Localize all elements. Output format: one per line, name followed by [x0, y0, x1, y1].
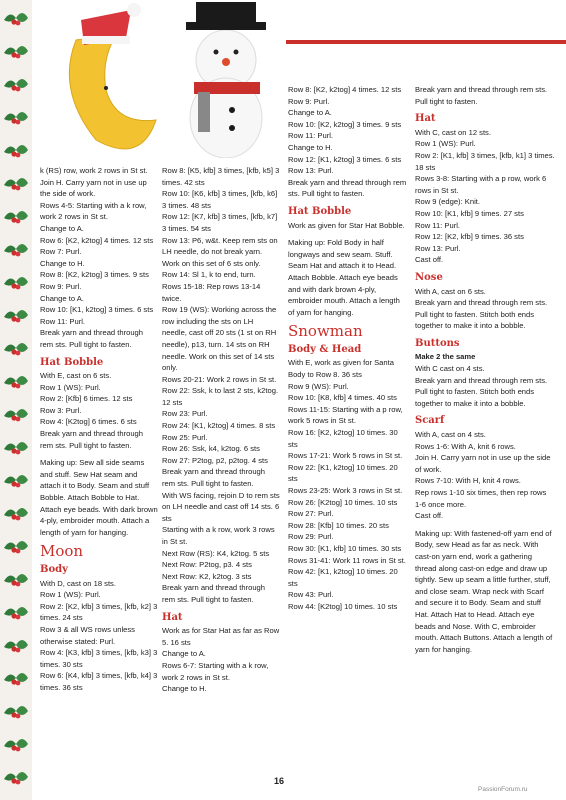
text-line: Row 14: Sl 1, k to end, turn. — [162, 270, 256, 280]
text-line: Break yarn and thread through rem sts. Pull tight to fasten. — [415, 85, 548, 106]
text-line: Row 11: Purl. — [415, 220, 461, 230]
holly-sprig-icon — [2, 173, 30, 195]
moon-and-snowman-illustration — [36, 0, 286, 158]
text-line: Row 9 (edge): Knit. — [415, 197, 480, 207]
text-line: Break yarn and thread through rem sts. Pull tight to fasten. — [162, 467, 266, 489]
text-line: Row 10: [K1, k2tog] 3 times. 6 sts — [40, 305, 154, 315]
text-line: Rows 3-8: Starting with a p row, work 6 rows in St st. — [415, 174, 547, 195]
text-line: Make 2 the same — [415, 352, 476, 362]
text-line: Rows 4-5: Starting with a k row, work 2 rows in St st. — [40, 200, 147, 222]
holly-sprig-icon — [2, 602, 30, 624]
pattern-title: Snowman — [288, 322, 363, 341]
text-line: k (RS) row, work 2 rows in St st. — [40, 166, 148, 175]
text-line: With C, cast on 12 sts. — [415, 127, 491, 137]
text-line: Row 8: [K2, k2tog] 3 times. 9 sts — [40, 270, 149, 280]
section-heading: Nose — [415, 271, 443, 283]
text-line: Row 24: [K1, k2tog] 4 times. 8 sts — [162, 421, 276, 431]
text-line: Cast off. — [415, 255, 444, 265]
text-line: Row 2: [Kfb] 6 times. 12 sts — [40, 394, 133, 404]
section-heading: Buttons — [415, 337, 460, 349]
text-line: Change to A. — [40, 293, 84, 303]
text-line: Rows 11-15: Starting with a p row, work 5 rows in St st. — [288, 404, 403, 426]
text-line: Row 6: [K2, k2tog] 4 times. 12 sts — [40, 235, 154, 245]
text-line: Rows 23-25: Work 3 rows in St st. — [288, 486, 403, 495]
page-number: 16 — [274, 776, 285, 786]
text-line: Row 1 (WS): Purl. — [40, 590, 101, 600]
text-line: Row 13: Purl. — [288, 166, 334, 176]
text-line: Row 44: [K2tog] 10 times. 10 sts — [288, 601, 398, 611]
text-line: Row 12: [K2, kfb] 9 times. 36 sts — [415, 232, 524, 242]
text-line: Row 4: [K3, kfb] 3 times, [kfb, k3] 3 times. 30 sts — [40, 648, 158, 669]
text-line: Row 3: Purl. — [40, 405, 82, 415]
section-heading: Body — [40, 564, 68, 575]
holly-sprig-icon — [2, 536, 30, 558]
text-line: With A, cast on 4 sts. — [415, 430, 486, 440]
holly-sprig-icon — [2, 404, 30, 426]
text-line: Rows 20-21: Work 2 rows in St st. — [162, 374, 277, 384]
holly-sprig-icon — [2, 767, 30, 789]
holly-sprig-icon — [2, 635, 30, 657]
holly-sprig-icon — [2, 437, 30, 459]
section-heading: Body & Head — [288, 343, 362, 355]
text-line: Change to H. — [40, 258, 85, 268]
holly-sprig-icon — [2, 8, 30, 30]
text-line: Row 23: Purl. — [162, 409, 208, 419]
text-line: Row 25: Purl. — [162, 432, 208, 442]
text-line: Row 8: [K2, k2tog] 4 times. 12 sts — [288, 85, 402, 94]
holly-sprig-icon — [2, 668, 30, 690]
text-line: Row 1 (WS): Purl. — [415, 139, 476, 149]
text-line: Break yarn and thread through rem sts. Pull tight to fasten. Stitch both ends together to make it into a bobble. — [415, 375, 548, 408]
text-line: Rows 17-21: Work 5 rows in St st. — [288, 451, 403, 461]
text-line: Row 22: Ssk, k to last 2 sts, k2tog. 12 sts — [162, 386, 279, 407]
section-heading: Hat — [162, 611, 183, 623]
making-up-text: Making up: Sew all side seams and stuff. Sew Hat seam and attach it to Body. Seam and stuff Bobble. Attach Bobble to Hat. Attach eye beads. With dark brown 4-ply, embroider mouth. Attach a length of yarn for hanging. — [40, 458, 158, 537]
text-line: Row 26: [K2tog] 10 times. 10 sts — [288, 497, 398, 507]
text-line: With C cast on 4 sts. — [415, 364, 485, 374]
making-up-text: Making up: With fastened-off yarn end of Body, sew Head as far as neck. With cast-on yarn end, work a gathering thread along cast-on edge and draw up tightly. Sew up seam a little further, stuff, and close seam. Wrap neck with Scarf and secure it to Body. Seam and stuff Hat. Attach Hat to Head. Attach eye beads and Nose. With C, embroider mouth. Attach Buttons. Attach a length of yarn for hanging. — [415, 528, 553, 654]
text-line: Cast off. — [415, 511, 444, 521]
text-line: Row 10: [K6, kfb] 3 times, [kfb, k6] 3 times. 48 sts — [162, 189, 278, 210]
text-line: Row 10: [K2, k2tog] 3 times. 9 sts — [288, 119, 402, 129]
footer-watermark: PassionForum.ru — [478, 786, 528, 793]
text-line: Row 9 (WS): Purl. — [288, 381, 349, 391]
section-heading: Scarf — [415, 415, 445, 427]
holly-sprig-icon — [2, 503, 30, 525]
text-line: Row 13: P6, w&t. Keep rem sts on LH needle, do not break yarn. Work on this set of 6 sts only. — [162, 235, 278, 268]
holly-sprig-icon — [2, 239, 30, 261]
text-line: Row 22: [K1, k2tog] 10 times. 20 sts — [288, 462, 398, 484]
column-2 — [162, 165, 280, 695]
section-heading: Hat Bobble — [288, 205, 352, 217]
text-line: Change to H. — [288, 142, 333, 152]
text-line: Row 2: [K2, kfb] 3 times, [kfb, k2] 3 times. 24 sts — [40, 601, 158, 623]
text-line: Row 42: [K1, k2tog] 10 times. 20 sts — [288, 567, 398, 588]
text-line: Row 9: Purl. — [288, 96, 330, 106]
text-line: Break yarn and thread through rem sts. Pull tight to fasten. — [40, 328, 144, 349]
holly-sprig-icon — [2, 338, 30, 360]
text-line: Join H. Carry yarn not in use up the side of work. — [415, 453, 551, 474]
text-line: Row 8: [K5, kfb] 3 times, [kfb, k5] 3 times. 42 sts — [162, 166, 280, 187]
text-line: Row 27: P2tog, p2, p2tog. 4 sts — [162, 455, 268, 465]
text-line: Change to H. — [162, 684, 207, 694]
holly-sprig-icon — [2, 701, 30, 723]
text-line: Row 11: Purl. — [288, 131, 334, 141]
holly-sprig-icon — [2, 41, 30, 63]
holly-sprig-icon — [2, 305, 30, 327]
column-1 — [40, 165, 158, 694]
text-line: Break yarn and thread through rem sts. Pull tight to fasten. Stitch both ends together to make it into a bobble. — [415, 298, 548, 331]
text-line: Rows 31-41: Work 11 rows in St st. — [288, 555, 406, 565]
text-line: Break yarn and thread through rem sts. Pull tight to fasten. — [162, 583, 266, 604]
holly-sprig-icon — [2, 371, 30, 393]
text-line: Row 9: Purl. — [40, 281, 82, 291]
toy-photo — [36, 0, 286, 158]
text-line: Row 2: [K1, kfb] 3 times, [kfb, k1] 3 times. 18 sts — [415, 150, 555, 172]
text-line: Row 29: Purl. — [288, 532, 334, 542]
text-line: Next Row: P2tog, p3. 4 sts — [162, 560, 252, 570]
holly-sprig-icon — [2, 470, 30, 492]
section-heading: Hat — [415, 113, 436, 125]
text-line: Row 6: [K4, kfb] 3 times, [kfb, k4] 3 times. 36 sts — [40, 671, 158, 692]
text-line: Rows 1-6: With A, knit 6 rows. — [415, 441, 516, 451]
text-line: With E, work as given for Santa Body to Row 8. 36 sts — [288, 358, 394, 380]
holly-sprig-icon — [2, 140, 30, 162]
column-4 — [415, 84, 555, 655]
text-line: Rep rows 1-10 six times, then rep rows 1-6 once more. — [415, 488, 547, 509]
text-line: With A, cast on 6 sts. — [415, 286, 486, 296]
text-line: With D, cast on 18 sts. — [40, 578, 116, 588]
text-line: Row 4: [K2tog] 6 times. 6 sts — [40, 417, 137, 427]
text-line: Next Row: K2, k2tog. 3 sts — [162, 571, 252, 581]
text-line: Row 7: Purl. — [40, 247, 82, 257]
holly-border — [0, 0, 32, 800]
text-line: With WS facing, rejoin D to rem sts on LH needle and cast off 14 sts. 6 sts — [162, 490, 280, 523]
holly-sprig-icon — [2, 569, 30, 591]
text-line: Next Row (RS): K4, k2tog. 5 sts — [162, 548, 270, 558]
text-line: Row 10: [K8, kfb] 4 times. 40 sts — [288, 393, 397, 403]
holly-sprig-icon — [2, 107, 30, 129]
text-line: Break yarn and thread through rem sts. Pull tight to fasten. — [40, 429, 144, 450]
holly-sprig-icon — [2, 272, 30, 294]
text-line: Row 26: Ssk, k4, k2tog. 6 sts — [162, 444, 260, 454]
text-line: Work as for Star Hat as far as Row 5. 16 sts — [162, 626, 280, 647]
text-line: Row 12: [K7, kfb] 3 times, [kfb, k7] 3 times. 54 sts — [162, 212, 278, 233]
text-line: Rows 6-7: Starting with a k row, work 2 rows in St st. — [162, 660, 269, 682]
text-line: Join H. Carry yarn not in use up the side of work. — [40, 177, 147, 199]
text-line: Change to A. — [288, 108, 332, 118]
text-line: Row 19 (WS): Working across the row including the sts on LH needle, cast off 20 sts (1 st on RH needle), p13, turn. 14 sts on RH needle. Work on this set of 14 sts only. — [162, 305, 277, 373]
text-line: Work as given for Star Hat Bobble. — [288, 220, 405, 230]
text-line: Row 43: Purl. — [288, 590, 334, 600]
text-line: Row 16: [K2, k2tog] 10 times. 30 sts — [288, 428, 398, 449]
text-line: Row 13: Purl. — [415, 243, 461, 253]
text-line: Change to A. — [162, 649, 206, 659]
holly-sprig-icon — [2, 74, 30, 96]
text-line: Break yarn and thread through rem sts. Pull tight to fasten. — [288, 177, 407, 199]
text-line: Starting with a k row, work 3 rows in St st. — [162, 525, 275, 546]
text-line: Row 28: [Kfb] 10 times. 20 sts — [288, 520, 389, 530]
text-line: Row 27: Purl. — [288, 509, 334, 519]
text-line: With E, cast on 6 sts. — [40, 371, 112, 381]
text-line: Rows 7-10: With H, knit 4 rows. — [415, 476, 521, 486]
making-up-text: Making up: Fold Body in half longways and sew seam. Stuff. Seam Hat and attach it to Head. Attach Bobble. Attach eye beads and with dark brown 4-ply, embroider mouth. Attach a length of yarn for hanging. — [288, 238, 400, 317]
pattern-title: Moon — [40, 542, 84, 561]
text-line: Row 30: [K1, kfb] 10 times. 30 sts — [288, 543, 402, 553]
text-line: Row 3 & all WS rows unless otherwise stated: Purl. — [40, 624, 135, 646]
text-line: Row 1 (WS): Purl. — [40, 382, 101, 392]
column-3 — [288, 84, 408, 613]
holly-sprig-icon — [2, 206, 30, 228]
text-line: Row 10: [K1, kfb] 9 times. 27 sts — [415, 208, 524, 218]
text-line: Row 12: [K1, k2tog] 3 times. 6 sts — [288, 154, 402, 164]
text-line: Change to A. — [40, 223, 84, 233]
text-line: Rows 15-18: Rep rows 13-14 twice. — [162, 281, 261, 303]
text-line: Row 11: Purl. — [40, 316, 86, 326]
section-heading: Hat Bobble — [40, 356, 104, 368]
holly-sprig-icon — [2, 734, 30, 756]
